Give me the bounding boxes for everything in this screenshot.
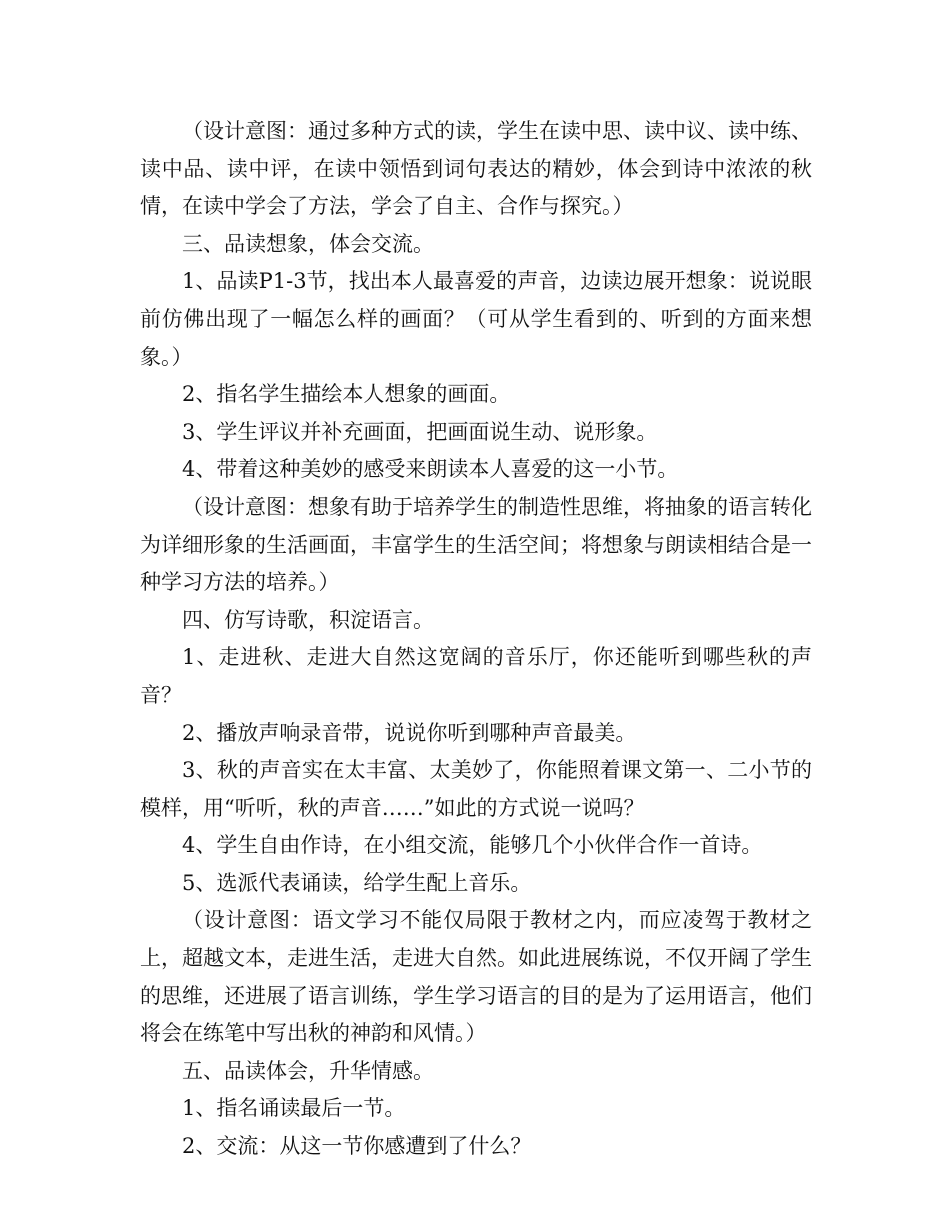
step-4-1: 1、走进秋、走进大自然这宽阔的音乐厅，你还能听到哪些秋的声音？ xyxy=(140,645,812,707)
design-intent-note-3: （设计意图：语文学习不能仅局限于教材之内，而应凌驾于教材之上，超越文本，走进生活，走进大自然。如此进展练说，不仅开阔了学生的思维，还进展了语言训练，学生学习语言的目的是为了运用语言，他们将会在练笔中写出秋的神韵和风情。） xyxy=(140,908,812,1046)
step-4-5: 5、选派代表诵读，给学生配上音乐。 xyxy=(182,870,532,895)
step-3-3: 3、学生评议并补充画面，把画面说生动、说形象。 xyxy=(182,419,658,444)
step-5-1: 1、指名诵读最后一节。 xyxy=(182,1096,406,1121)
step-5-2: 2、交流：从这一节你感遭到了什么？ xyxy=(182,1134,532,1159)
section-heading-3: 三、品读想象，体会交流。 xyxy=(182,231,434,256)
section-heading-5: 五、品读体会，升华情感。 xyxy=(182,1058,434,1083)
section-heading-4: 四、仿写诗歌，积淀语言。 xyxy=(182,607,434,632)
step-4-4: 4、学生自由作诗，在小组交流，能够几个小伙伴合作一首诗。 xyxy=(182,833,763,858)
design-intent-note-1: （设计意图：通过多种方式的读，学生在读中思、读中议、读中练、读中品、读中评，在读中领悟到词句表达的精妙，体会到诗中浓浓的秋情，在读中学会了方法，学会了自主、合作与探究。） xyxy=(140,119,812,219)
design-intent-note-2: （设计意图：想象有助于培养学生的制造性思维，将抽象的语言转化为详细形象的生活画面，丰富学生的生活空间；将想象与朗读相结合是一种学习方法的培养。） xyxy=(140,494,812,595)
step-3-1: 1、品读P1-3节，找出本人最喜爱的声音，边读边展开想象：说说眼前仿佛出现了一幅怎么样的画面？（可从学生看到的、听到的方面来想象。） xyxy=(140,269,812,369)
step-4-3: 3、秋的声音实在太丰富、太美妙了，你能照着课文第一、二小节的模样，用“听听，秋的声音……”如此的方式说一说吗？ xyxy=(140,758,812,820)
step-4-2: 2、播放声响录音带，说说你听到哪种声音最美。 xyxy=(182,720,637,745)
step-3-2: 2、指名学生描绘本人想象的画面。 xyxy=(182,382,511,407)
step-3-4: 4、带着这种美妙的感受来朗读本人喜爱的这一小节。 xyxy=(182,457,679,482)
document-page xyxy=(140,113,812,1166)
